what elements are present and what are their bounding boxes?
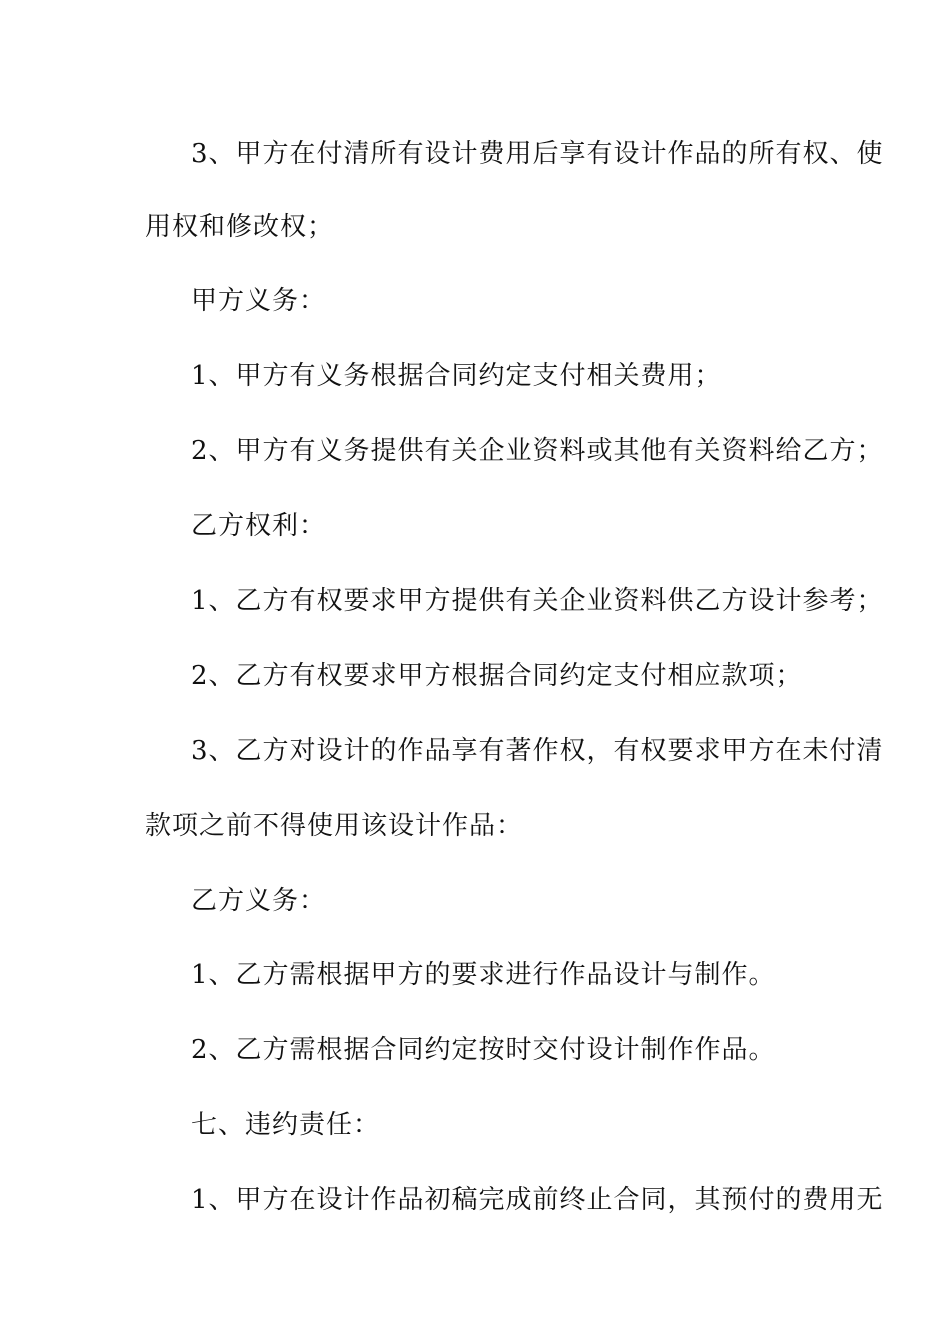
paragraph-line: 2、甲方有义务提供有关企业资料或其他有关资料给乙方； [191,436,884,466]
paragraph-line: 3、乙方对设计的作品享有著作权，有权要求甲方在未付清 [191,736,884,766]
paragraph-line: 1、乙方需根据甲方的要求进行作品设计与制作。 [191,960,776,990]
paragraph-line: 3、甲方在付清所有设计费用后享有设计作品的所有权、使 [191,139,884,169]
paragraph-line: 1、甲方在设计作品初稿完成前终止合同，其预付的费用无 [191,1185,884,1215]
paragraph-line: 1、乙方有权要求甲方提供有关企业资料供乙方设计参考； [191,586,884,616]
section-heading: 乙方权利： [191,511,327,541]
paragraph-line: 2、乙方需根据合同约定按时交付设计制作作品。 [191,1035,776,1065]
section-heading: 七、违约责任： [191,1110,381,1140]
paragraph-line: 2、乙方有权要求甲方根据合同约定支付相应款项； [191,661,803,691]
section-heading: 甲方义务： [191,286,327,316]
paragraph-line: 1、甲方有义务根据合同约定支付相关费用； [191,361,722,391]
paragraph-line: 款项之前不得使用该设计作品： [145,811,524,841]
section-heading: 乙方义务： [191,886,327,916]
paragraph-line: 用权和修改权； [145,212,335,242]
